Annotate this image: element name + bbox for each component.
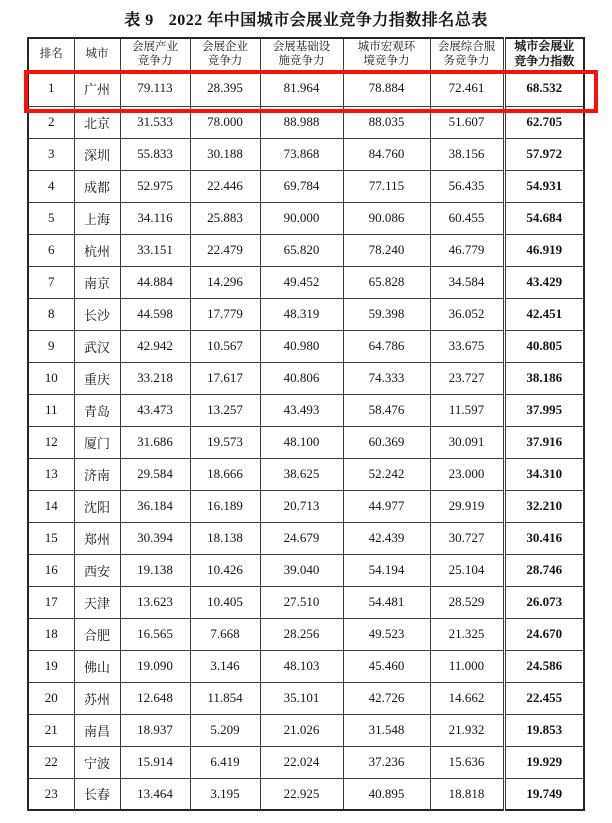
infrastructure-cell: 48.103: [260, 650, 343, 682]
macro-env-cell: 64.786: [343, 330, 430, 362]
column-header-line: 城市宏观环: [357, 40, 416, 53]
enterprise-cell: 10.567: [190, 330, 260, 362]
table-title-text: 2022 年中国城市会展业竞争力指数排名总表: [168, 12, 488, 29]
index-cell: 54.684: [504, 202, 584, 234]
macro-env-cell: 49.523: [343, 618, 430, 650]
index-cell: 43.429: [504, 266, 584, 298]
table-header: [28, 38, 584, 70]
service-cell: 30.727: [430, 522, 504, 554]
column-header-industry: [120, 38, 190, 70]
rank-cell: 16: [28, 554, 74, 586]
index-cell: 38.186: [504, 362, 584, 394]
city-cell: 苏州: [74, 682, 120, 714]
city-cell: 杭州: [74, 234, 120, 266]
enterprise-cell: 28.395: [190, 70, 260, 106]
infrastructure-cell: 35.101: [260, 682, 343, 714]
city-cell: 宁波: [74, 746, 120, 778]
macro-env-cell: 40.895: [343, 778, 430, 810]
column-header-line: 竞争力指数: [514, 54, 575, 69]
rank-cell: 6: [28, 234, 74, 266]
rank-cell: 21: [28, 714, 74, 746]
rank-cell: 2: [28, 106, 74, 138]
column-header-line: 城市: [85, 48, 109, 60]
infrastructure-cell: 48.100: [260, 426, 343, 458]
city-cell: 北京: [74, 106, 120, 138]
index-cell: 37.995: [504, 394, 584, 426]
service-cell: 23.000: [430, 458, 504, 490]
rank-cell: 3: [28, 138, 74, 170]
city-cell: 西安: [74, 554, 120, 586]
rank-cell: 17: [28, 586, 74, 618]
infrastructure-cell: 21.026: [260, 714, 343, 746]
city-cell: 南昌: [74, 714, 120, 746]
rank-cell: 1: [28, 70, 74, 106]
city-cell: 武汉: [74, 330, 120, 362]
industry-cell: 43.473: [120, 394, 190, 426]
enterprise-cell: 22.479: [190, 234, 260, 266]
index-cell: 22.455: [504, 682, 584, 714]
table-row-rank-22: [28, 746, 584, 778]
index-cell: 37.916: [504, 426, 584, 458]
table-row-rank-8: [28, 298, 584, 330]
enterprise-cell: 3.146: [190, 650, 260, 682]
column-header-macro-env: [343, 38, 430, 70]
service-cell: 18.818: [430, 778, 504, 810]
infrastructure-cell: 43.493: [260, 394, 343, 426]
service-cell: 11.597: [430, 394, 504, 426]
index-cell: 26.073: [504, 586, 584, 618]
enterprise-cell: 10.405: [190, 586, 260, 618]
industry-cell: 13.623: [120, 586, 190, 618]
city-exhibition-ranking-table: [27, 37, 585, 811]
city-cell: 成都: [74, 170, 120, 202]
enterprise-cell: 10.426: [190, 554, 260, 586]
rank-cell: 14: [28, 490, 74, 522]
index-cell: 24.670: [504, 618, 584, 650]
infrastructure-cell: 48.319: [260, 298, 343, 330]
city-cell: 郑州: [74, 522, 120, 554]
column-header-line: 务竞争力: [443, 55, 490, 68]
column-header-line: 排名: [39, 48, 63, 60]
enterprise-cell: 14.296: [190, 266, 260, 298]
service-cell: 28.529: [430, 586, 504, 618]
column-header-line: 竞争力: [207, 55, 243, 68]
infrastructure-cell: 27.510: [260, 586, 343, 618]
city-cell: 长春: [74, 778, 120, 810]
service-cell: 23.727: [430, 362, 504, 394]
macro-env-cell: 44.977: [343, 490, 430, 522]
column-header-line: 会展产业: [132, 40, 178, 53]
enterprise-cell: 19.573: [190, 426, 260, 458]
table-row-rank-12: [28, 426, 584, 458]
macro-env-cell: 88.035: [343, 106, 430, 138]
rank-cell: 12: [28, 426, 74, 458]
enterprise-cell: 11.854: [190, 682, 260, 714]
enterprise-cell: 17.779: [190, 298, 260, 330]
enterprise-cell: 25.883: [190, 202, 260, 234]
macro-env-cell: 42.439: [343, 522, 430, 554]
table-body: [28, 70, 584, 810]
industry-cell: 36.184: [120, 490, 190, 522]
service-cell: 38.156: [430, 138, 504, 170]
service-cell: 60.455: [430, 202, 504, 234]
table-row-rank-14: [28, 490, 584, 522]
macro-env-cell: 31.548: [343, 714, 430, 746]
index-cell: 54.931: [504, 170, 584, 202]
service-cell: 14.662: [430, 682, 504, 714]
column-header-city: [74, 38, 120, 70]
macro-env-cell: 45.460: [343, 650, 430, 682]
service-cell: 25.104: [430, 554, 504, 586]
infrastructure-cell: 22.024: [260, 746, 343, 778]
table-row-rank-9: [28, 330, 584, 362]
city-cell: 天津: [74, 586, 120, 618]
table-row-rank-1: [28, 70, 584, 106]
column-header-rank: [28, 38, 74, 70]
rank-cell: 18: [28, 618, 74, 650]
enterprise-cell: 18.138: [190, 522, 260, 554]
service-cell: 11.000: [430, 650, 504, 682]
macro-env-cell: 59.398: [343, 298, 430, 330]
table-row-rank-11: [28, 394, 584, 426]
column-header-line: 境竞争力: [363, 55, 410, 68]
enterprise-cell: 16.189: [190, 490, 260, 522]
rank-cell: 13: [28, 458, 74, 490]
column-header-line: 施竞争力: [278, 55, 325, 68]
industry-cell: 29.584: [120, 458, 190, 490]
table-row-rank-19: [28, 650, 584, 682]
service-cell: 36.052: [430, 298, 504, 330]
service-cell: 46.779: [430, 234, 504, 266]
index-cell: 46.919: [504, 234, 584, 266]
city-cell: 广州: [74, 70, 120, 106]
rank-cell: 8: [28, 298, 74, 330]
rank-cell: 15: [28, 522, 74, 554]
infrastructure-cell: 90.000: [260, 202, 343, 234]
industry-cell: 16.565: [120, 618, 190, 650]
rank-cell: 11: [28, 394, 74, 426]
industry-cell: 31.686: [120, 426, 190, 458]
service-cell: 29.919: [430, 490, 504, 522]
enterprise-cell: 17.617: [190, 362, 260, 394]
rank-cell: 9: [28, 330, 74, 362]
industry-cell: 55.833: [120, 138, 190, 170]
rank-cell: 4: [28, 170, 74, 202]
macro-env-cell: 84.760: [343, 138, 430, 170]
enterprise-cell: 18.666: [190, 458, 260, 490]
rank-cell: 19: [28, 650, 74, 682]
macro-env-cell: 54.194: [343, 554, 430, 586]
city-cell: 青岛: [74, 394, 120, 426]
service-cell: 30.091: [430, 426, 504, 458]
table-row-rank-13: [28, 458, 584, 490]
macro-env-cell: 74.333: [343, 362, 430, 394]
industry-cell: 33.151: [120, 234, 190, 266]
column-header-enterprise: [190, 38, 260, 70]
macro-env-cell: 54.481: [343, 586, 430, 618]
city-cell: 长沙: [74, 298, 120, 330]
column-header-index: [504, 38, 584, 70]
enterprise-cell: 6.419: [190, 746, 260, 778]
rank-cell: 7: [28, 266, 74, 298]
industry-cell: 13.464: [120, 778, 190, 810]
enterprise-cell: 7.668: [190, 618, 260, 650]
infrastructure-cell: 40.806: [260, 362, 343, 394]
macro-env-cell: 65.828: [343, 266, 430, 298]
infrastructure-cell: 65.820: [260, 234, 343, 266]
index-cell: 40.805: [504, 330, 584, 362]
rank-cell: 20: [28, 682, 74, 714]
city-cell: 上海: [74, 202, 120, 234]
table-row-rank-7: [28, 266, 584, 298]
infrastructure-cell: 38.625: [260, 458, 343, 490]
infrastructure-cell: 28.256: [260, 618, 343, 650]
index-cell: 32.210: [504, 490, 584, 522]
infrastructure-cell: 81.964: [260, 70, 343, 106]
city-cell: 合肥: [74, 618, 120, 650]
index-cell: 57.972: [504, 138, 584, 170]
service-cell: 15.636: [430, 746, 504, 778]
column-header-line: 会展综合服: [437, 40, 496, 53]
table-row-rank-20: [28, 682, 584, 714]
macro-env-cell: 90.086: [343, 202, 430, 234]
index-cell: 42.451: [504, 298, 584, 330]
macro-env-cell: 77.115: [343, 170, 430, 202]
infrastructure-cell: 20.713: [260, 490, 343, 522]
city-cell: 南京: [74, 266, 120, 298]
index-cell: 62.705: [504, 106, 584, 138]
service-cell: 56.435: [430, 170, 504, 202]
infrastructure-cell: 69.784: [260, 170, 343, 202]
enterprise-cell: 22.446: [190, 170, 260, 202]
infrastructure-cell: 24.679: [260, 522, 343, 554]
table-title: [0, 7, 612, 30]
macro-env-cell: 42.726: [343, 682, 430, 714]
table-row-rank-3: [28, 138, 584, 170]
city-cell: 深圳: [74, 138, 120, 170]
table-number-label: 表 9: [124, 12, 154, 29]
service-cell: 51.607: [430, 106, 504, 138]
service-cell: 21.932: [430, 714, 504, 746]
column-header-infrastructure: [260, 38, 343, 70]
infrastructure-cell: 88.988: [260, 106, 343, 138]
city-cell: 重庆: [74, 362, 120, 394]
index-cell: 19.853: [504, 714, 584, 746]
industry-cell: 34.116: [120, 202, 190, 234]
macro-env-cell: 52.242: [343, 458, 430, 490]
table-row-rank-5: [28, 202, 584, 234]
index-cell: 34.310: [504, 458, 584, 490]
index-cell: 19.749: [504, 778, 584, 810]
index-cell: 30.416: [504, 522, 584, 554]
table-row-rank-18: [28, 618, 584, 650]
infrastructure-cell: 39.040: [260, 554, 343, 586]
macro-env-cell: 58.476: [343, 394, 430, 426]
industry-cell: 12.648: [120, 682, 190, 714]
enterprise-cell: 13.257: [190, 394, 260, 426]
macro-env-cell: 78.240: [343, 234, 430, 266]
index-cell: 19.929: [504, 746, 584, 778]
table-row-rank-10: [28, 362, 584, 394]
industry-cell: 33.218: [120, 362, 190, 394]
table-row-rank-4: [28, 170, 584, 202]
industry-cell: 52.975: [120, 170, 190, 202]
enterprise-cell: 30.188: [190, 138, 260, 170]
table-row-rank-15: [28, 522, 584, 554]
service-cell: 72.461: [430, 70, 504, 106]
city-cell: 厦门: [74, 426, 120, 458]
city-cell: 佛山: [74, 650, 120, 682]
table-row-rank-21: [28, 714, 584, 746]
city-cell: 济南: [74, 458, 120, 490]
column-header-service: [430, 38, 504, 70]
industry-cell: 79.113: [120, 70, 190, 106]
rank-cell: 5: [28, 202, 74, 234]
infrastructure-cell: 49.452: [260, 266, 343, 298]
index-cell: 68.532: [504, 70, 584, 106]
column-header-line: 会展基础设: [272, 40, 331, 53]
industry-cell: 30.394: [120, 522, 190, 554]
macro-env-cell: 60.369: [343, 426, 430, 458]
industry-cell: 19.090: [120, 650, 190, 682]
industry-cell: 44.598: [120, 298, 190, 330]
enterprise-cell: 5.209: [190, 714, 260, 746]
rank-cell: 23: [28, 778, 74, 810]
macro-env-cell: 37.236: [343, 746, 430, 778]
index-cell: 28.746: [504, 554, 584, 586]
column-header-line: 竞争力: [137, 55, 173, 68]
infrastructure-cell: 73.868: [260, 138, 343, 170]
table-row-rank-17: [28, 586, 584, 618]
table-row-rank-16: [28, 554, 584, 586]
infrastructure-cell: 40.980: [260, 330, 343, 362]
table-row-rank-2: [28, 106, 584, 138]
column-header-line: 会展企业: [202, 40, 248, 53]
industry-cell: 15.914: [120, 746, 190, 778]
infrastructure-cell: 22.925: [260, 778, 343, 810]
industry-cell: 19.138: [120, 554, 190, 586]
table-row-rank-6: [28, 234, 584, 266]
table-row-rank-23: [28, 778, 584, 810]
enterprise-cell: 78.000: [190, 106, 260, 138]
industry-cell: 18.937: [120, 714, 190, 746]
column-header-line: 城市会展业: [514, 39, 575, 53]
macro-env-cell: 78.884: [343, 70, 430, 106]
service-cell: 33.675: [430, 330, 504, 362]
service-cell: 21.325: [430, 618, 504, 650]
service-cell: 34.584: [430, 266, 504, 298]
industry-cell: 42.942: [120, 330, 190, 362]
enterprise-cell: 3.195: [190, 778, 260, 810]
rank-cell: 10: [28, 362, 74, 394]
city-cell: 沈阳: [74, 490, 120, 522]
header-row: [28, 38, 584, 70]
index-cell: 24.586: [504, 650, 584, 682]
industry-cell: 44.884: [120, 266, 190, 298]
rank-cell: 22: [28, 746, 74, 778]
industry-cell: 31.533: [120, 106, 190, 138]
